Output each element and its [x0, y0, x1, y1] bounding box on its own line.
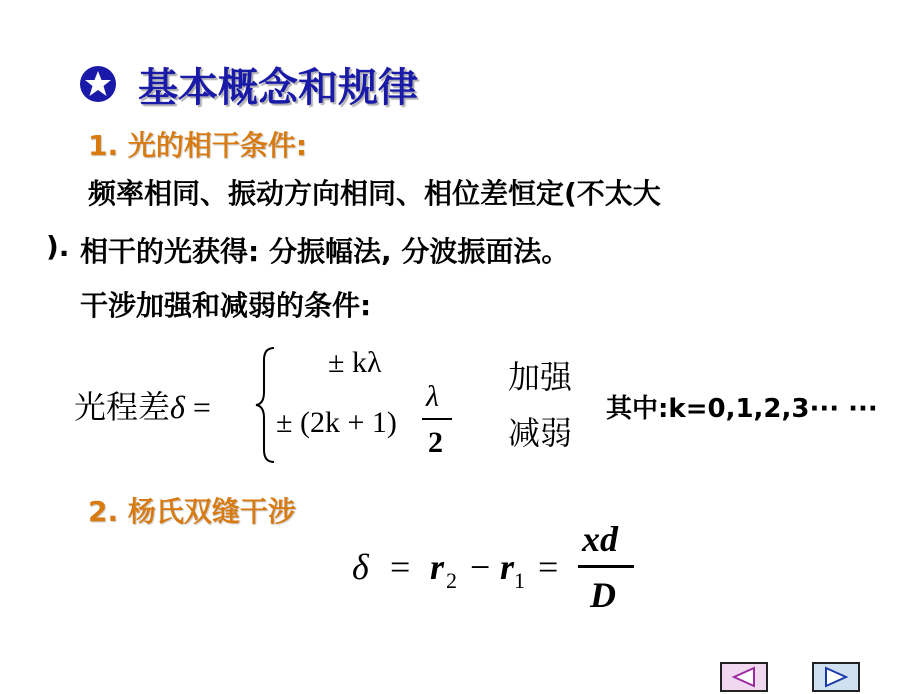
formula2-r2: r — [430, 547, 445, 587]
section1-line1: 频率相同、振动方向相同、相位差恒定(不太大 — [88, 177, 661, 210]
star-icon — [80, 66, 116, 102]
section1-title: 1. 光的相干条件: — [88, 129, 308, 162]
optical-path-diff-label: 光程差 — [74, 389, 171, 425]
formula1-case2-prefix: ± (2k + 1) — [276, 406, 397, 439]
formula2-r1: r — [500, 547, 515, 587]
formula2-delta: δ — [352, 547, 369, 587]
next-slide-button[interactable] — [812, 662, 860, 692]
formula1-lhs — [74, 382, 211, 428]
left-brace — [250, 344, 280, 466]
formula2-den: D — [590, 575, 616, 615]
formula1-case2-label: 减弱 — [508, 415, 573, 451]
formula1-case2-num: λ — [426, 380, 439, 413]
formula1-case2-den: 2 — [428, 426, 443, 459]
delta-symbol: δ — [170, 389, 185, 425]
section1-line3: 干涉加强和减弱的条件: — [80, 289, 372, 322]
prev-slide-button[interactable] — [720, 662, 768, 692]
section1-line2-prefix: ). — [46, 230, 70, 263]
formula2-sub2: 2 — [446, 568, 457, 593]
page-title: 基本概念和规律 — [138, 65, 418, 111]
section2-title: 2. 杨氏双缝干涉 — [88, 495, 296, 528]
formula1-note: 其中:k=0,1,2,3··· ··· — [606, 394, 878, 424]
fraction-bar — [422, 418, 452, 420]
formula2-eq2: = — [538, 547, 559, 587]
triangle-right-icon — [814, 664, 858, 690]
formula2-eq1: = — [390, 547, 411, 587]
formula2-num: xd — [582, 519, 618, 559]
formula2-minus: − — [470, 547, 491, 587]
formula1-case1: ± kλ — [328, 346, 382, 379]
formula2-sub1: 1 — [514, 568, 525, 593]
section1-line2: 相干的光获得: 分振幅法, 分波振面法。 — [80, 235, 570, 268]
formula1-case1-label: 加强 — [508, 359, 573, 395]
equals-sign: = — [192, 389, 211, 425]
formula2-fraction-bar — [578, 565, 634, 568]
triangle-left-icon — [722, 664, 766, 690]
